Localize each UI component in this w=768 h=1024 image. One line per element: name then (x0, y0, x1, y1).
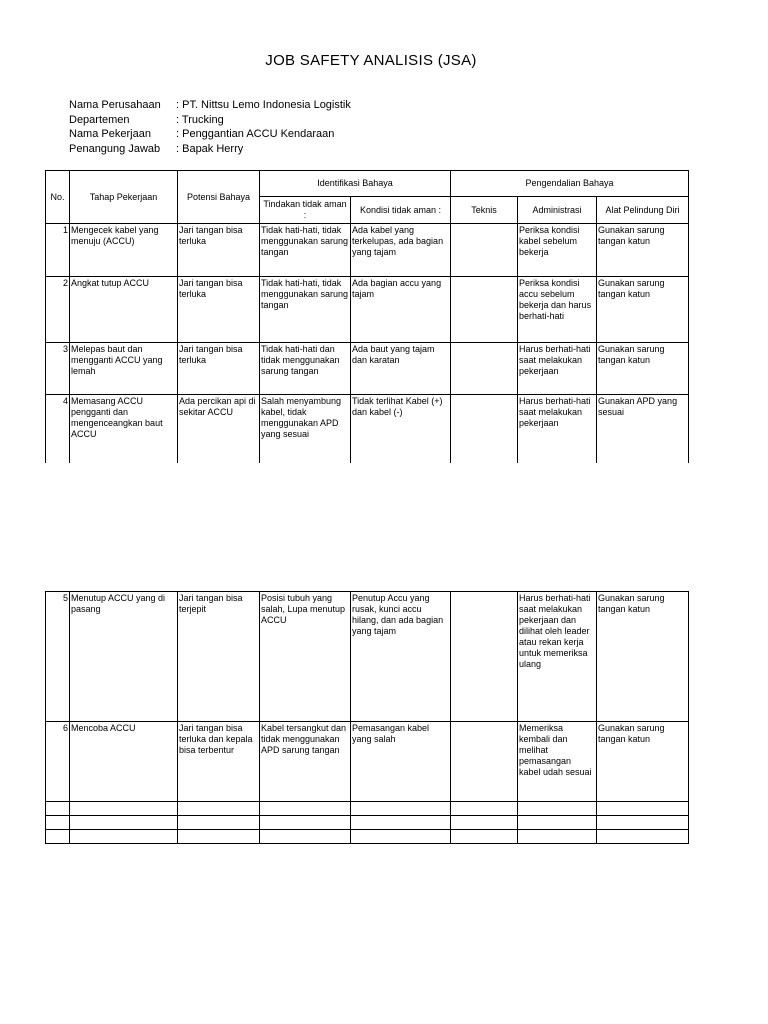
row-no: 6 (46, 722, 70, 802)
row-tahap: Angkat tutup ACCU (70, 277, 178, 343)
jsa-table-continued (45, 591, 689, 844)
info-value: : PT. Nittsu Lemo Indonesia Logistik (176, 99, 351, 111)
row-kondisi: Ada bagian accu yang tajam (351, 277, 451, 343)
row-potensi: Jari tangan bisa terjepit (178, 592, 260, 722)
row-administrasi: Periksa kondisi kabel sebelum bekerja (518, 224, 597, 277)
row-administrasi: Harus berhati-hati saat melakukan pekerjaan dan dilihat oleh leader atau rekan kerja untuk memeriksa ulang (518, 592, 597, 722)
row-apd: Gunakan APD yang sesuai (597, 395, 689, 463)
header-potensi: Potensi Bahaya (178, 171, 260, 224)
row-potensi: Jari tangan bisa terluka (178, 224, 260, 277)
jsa-table (45, 170, 689, 463)
row-potensi: Jari tangan bisa terluka dan kepala bisa terbentur (178, 722, 260, 802)
row-kondisi: Tidak terlihat Kabel (+) dan kabel (-) (351, 395, 451, 463)
row-no: 1 (46, 224, 70, 277)
row-tindakan: Salah menyambung kabel, tidak menggunakan APD yang sesuai (260, 395, 351, 463)
row-no: 5 (46, 592, 70, 722)
row-potensi: Ada percikan api di sekitar ACCU (178, 395, 260, 463)
row-apd: Gunakan sarung tangan katun (597, 224, 689, 277)
header-identifikasi: Identifikasi Bahaya (260, 171, 451, 197)
row-teknis (451, 224, 518, 277)
row-administrasi: Memeriksa kembali dan melihat pemasangan kabel udah sesuai (518, 722, 597, 802)
header-administrasi: Administrasi (518, 197, 597, 224)
row-tahap: Melepas baut dan mengganti ACCU yang lemah (70, 343, 178, 395)
info-label: Penangung Jawab (69, 142, 161, 155)
row-no: 3 (46, 343, 70, 395)
row-tindakan: Kabel tersangkut dan tidak menggunakan APD sarung tangan (260, 722, 351, 802)
header-tahap: Tahap Pekerjaan (70, 171, 178, 224)
info-value: : Bapak Herry (176, 142, 244, 155)
row-potensi: Jari tangan bisa terluka (178, 277, 260, 343)
row-teknis (451, 722, 518, 802)
header-apd: Alat Pelindung Diri (597, 197, 689, 224)
table-row (46, 224, 689, 277)
row-potensi: Jari tangan bisa terluka (178, 343, 260, 395)
row-apd: Gunakan sarung tangan katun (597, 277, 689, 343)
row-kondisi: Ada baut yang tajam dan karatan (351, 343, 451, 395)
row-no: 4 (46, 395, 70, 463)
row-kondisi: Ada kabel yang terkelupas, ada bagian yang tajam (351, 224, 451, 277)
row-apd: Gunakan sarung tangan katun (597, 722, 689, 802)
table-row (46, 592, 689, 722)
header-kondisi: Kondisi tidak aman : (351, 197, 451, 224)
table-row (46, 343, 689, 395)
header-pengendalian: Pengendalian Bahaya (451, 171, 689, 197)
row-administrasi: Harus berhati-hati saat melakukan pekerjaan (518, 343, 597, 395)
header-tindakan: Tindakan tidak aman : (260, 197, 351, 224)
info-value: : Trucking (176, 113, 224, 126)
row-tindakan: Posisi tubuh yang salah, Lupa menutup ACCU (260, 592, 351, 722)
row-administrasi: Periksa kondisi accu sebelum bekerja dan harus berhati-hati (518, 277, 597, 343)
empty-row (46, 802, 689, 816)
info-label: Nama Pekerjaan (69, 128, 151, 140)
row-apd: Gunakan sarung tangan katun (597, 592, 689, 722)
row-apd: Gunakan sarung tangan katun (597, 343, 689, 395)
row-tahap: Memasang ACCU pengganti dan mengenceangkan baut ACCU (70, 395, 178, 463)
empty-row (46, 816, 689, 830)
row-tahap: Mengecek kabel yang menuju (ACCU) (70, 224, 178, 277)
row-teknis (451, 395, 518, 463)
info-value: : Penggantian ACCU Kendaraan (176, 128, 335, 140)
row-kondisi: Pemasangan kabel yang salah (351, 722, 451, 802)
row-tahap: Menutup ACCU yang di pasang (70, 592, 178, 722)
empty-row (46, 830, 689, 844)
page-title: JOB SAFETY ANALISIS (JSA) (265, 52, 477, 69)
row-no: 2 (46, 277, 70, 343)
row-tahap: Mencoba ACCU (70, 722, 178, 802)
header-no: No. (46, 171, 70, 224)
info-label: Nama Perusahaan (69, 99, 161, 111)
row-teknis (451, 343, 518, 395)
row-tindakan: Tidak hati-hati dan tidak menggunakan sarung tangan (260, 343, 351, 395)
row-tindakan: Tidak hati-hati, tidak menggunakan sarung tangan (260, 277, 351, 343)
table-row (46, 722, 689, 802)
table-row (46, 395, 689, 463)
row-tindakan: Tidak hati-hati, tidak menggunakan sarung tangan (260, 224, 351, 277)
row-teknis (451, 277, 518, 343)
row-teknis (451, 592, 518, 722)
info-label: Departemen (69, 113, 130, 126)
header-teknis: Teknis (451, 197, 518, 224)
row-administrasi: Harus berhati-hati saat melakukan pekerjaan (518, 395, 597, 463)
table-row (46, 277, 689, 343)
row-kondisi: Penutup Accu yang rusak, kunci accu hilang, dan ada bagian yang tajam (351, 592, 451, 722)
